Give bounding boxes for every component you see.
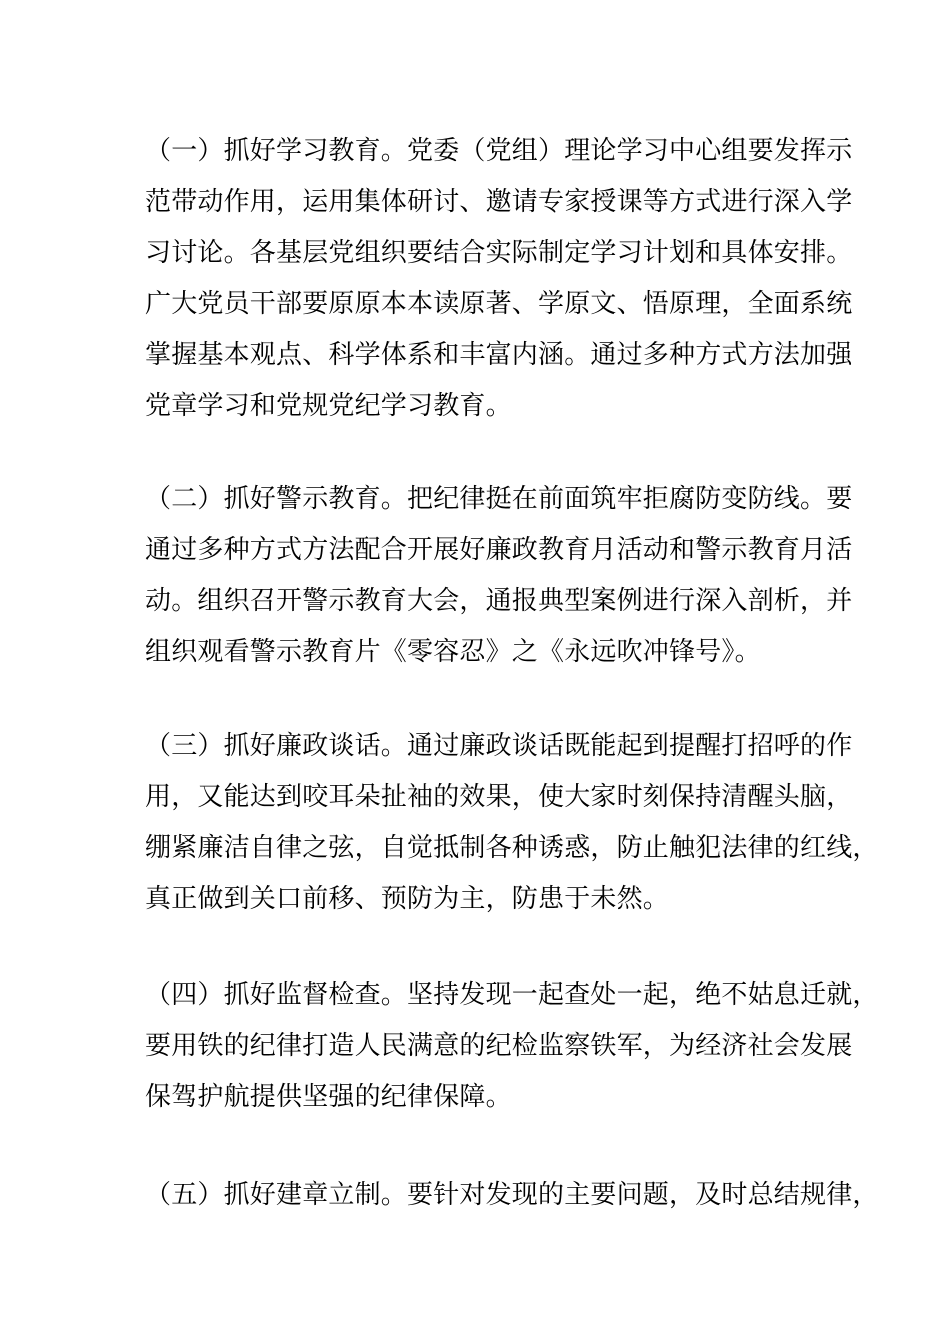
paragraph-line: 组织观看警示教育片《零容忍》之《永远吹冲锋号》。 <box>145 637 761 667</box>
paragraph-supervision-inspection <box>145 970 879 1123</box>
paragraph-line: （四）抓好监督检查。坚持发现一起查处一起，绝不姑息迁就， <box>145 980 879 1010</box>
paragraph-line: 用，又能达到咬耳朵扯袖的效果，使大家时刻保持清醒头脑， <box>145 782 853 812</box>
paragraph-line: 要用铁的纪律打造人民满意的纪检监察铁军，为经济社会发展 <box>145 1031 853 1061</box>
paragraph-line: 绷紧廉洁自律之弦，自觉抵制各种诱惑，防止触犯法律的红线， <box>145 833 879 863</box>
paragraph-line: 掌握基本观点、科学体系和丰富内涵。通过多种方式方法加强 <box>145 340 853 370</box>
paragraph-line: 广大党员干部要原原本本读原著、学原文、悟原理，全面系统 <box>145 289 853 319</box>
paragraph-integrity-talk <box>145 721 879 925</box>
paragraph-line: （二）抓好警示教育。把纪律挺在前面筑牢拒腐防变防线。要 <box>145 484 853 514</box>
paragraph-line: 真正做到关口前移、预防为主，防患于未然。 <box>145 884 670 914</box>
paragraph-study-education <box>145 126 853 432</box>
paragraph-line: 习讨论。各基层党组织要结合实际制定学习计划和具体安排。 <box>145 238 853 268</box>
paragraph-line: 范带动作用，运用集体研讨、邀请专家授课等方式进行深入学 <box>145 187 853 217</box>
paragraph-warning-education <box>145 474 853 678</box>
paragraph-line: 动。组织召开警示教育大会，通报典型案例进行深入剖析，并 <box>145 586 853 616</box>
paragraph-line: 党章学习和党规党纪学习教育。 <box>145 391 512 421</box>
paragraph-line: （五）抓好建章立制。要针对发现的主要问题，及时总结规律， <box>145 1180 879 1210</box>
paragraph-line: 保驾护航提供坚强的纪律保障。 <box>145 1082 512 1112</box>
paragraph-line: （三）抓好廉政谈话。通过廉政谈话既能起到提醒打招呼的作 <box>145 731 853 761</box>
paragraph-institution-building <box>145 1170 879 1221</box>
paragraph-line: 通过多种方式方法配合开展好廉政教育月活动和警示教育月活 <box>145 535 853 565</box>
paragraph-line: （一）抓好学习教育。党委（党组）理论学习中心组要发挥示 <box>145 136 853 166</box>
